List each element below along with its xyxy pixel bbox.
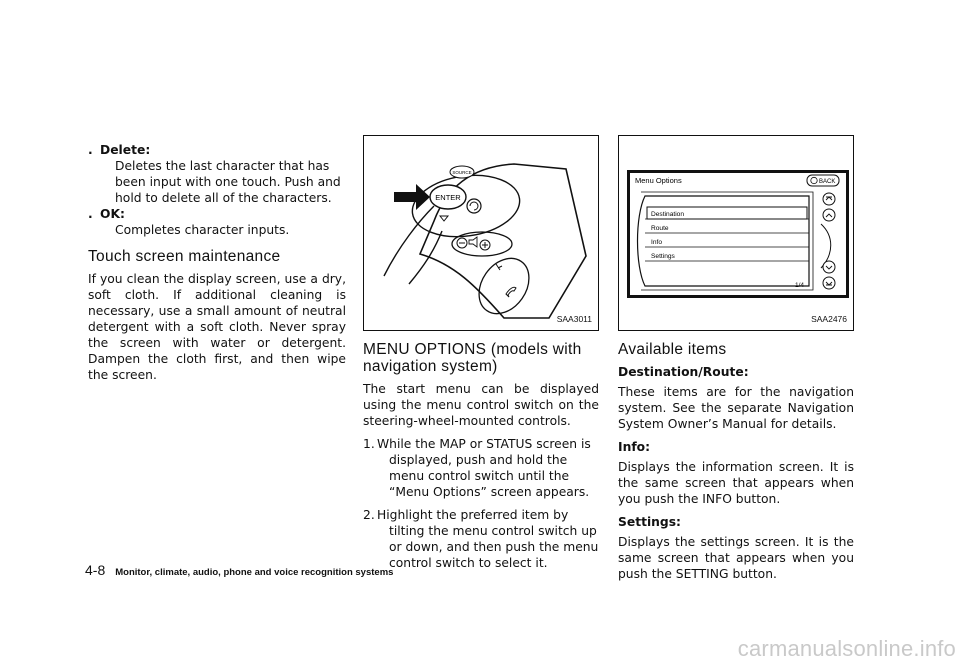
scroll-up-icon <box>823 209 835 221</box>
scroll-down-icon <box>823 261 835 273</box>
page-number: 4-8 <box>85 562 106 578</box>
step-text: Highlight the preferred item by tilting the menu control switch up or down, and then push the menu control switch to select it. <box>377 508 599 570</box>
bullet-description: Deletes the last character that has been input with one touch. Push and hold to delete all of the characters. <box>115 159 341 205</box>
menu-item-info: Info <box>651 239 662 246</box>
item-text-destination: These items are for the navigation system. See the separate Navigation System Owner’s Manual for details. <box>618 385 854 431</box>
watermark: carmanualsonline.info <box>737 636 956 661</box>
pointer-arrow <box>394 184 430 210</box>
bullet-description: Completes character inputs. <box>115 223 290 237</box>
menu-item-settings: Settings <box>651 253 675 260</box>
section-heading: MENU OPTIONS (models with navigation system) <box>363 341 582 375</box>
figure-code: SAA2476 <box>811 314 847 324</box>
bullet-dot: . <box>88 207 93 221</box>
steering-wheel-illustration <box>364 136 598 330</box>
back-button-label: BACK <box>819 179 836 185</box>
source-label: SOURCE <box>452 170 472 175</box>
step-number: 2. <box>363 508 375 522</box>
step-item <box>363 436 599 500</box>
left-column <box>88 142 346 390</box>
step-number: 1. <box>363 437 375 451</box>
menu-item-destination: Destination <box>651 211 684 218</box>
menu-item-route: Route <box>651 225 669 232</box>
menu-title: Menu Options <box>635 176 682 185</box>
menu-options-screen <box>619 136 853 330</box>
intro-paragraph: The start menu can be displayed using the menu control switch on the steering-wheel-mounted controls. <box>363 382 599 428</box>
bullet-label: Delete: <box>100 143 151 157</box>
item-title-destination: Destination/Route: <box>618 365 749 379</box>
menu-options-figure <box>618 135 854 331</box>
steering-switch-figure <box>363 135 599 331</box>
bullet-ok <box>88 206 346 222</box>
page-indicator: 1/4 <box>795 282 805 289</box>
right-column <box>618 135 854 589</box>
scroll-bottom-icon <box>823 277 835 289</box>
item-title-settings: Settings: <box>618 515 681 529</box>
item-title-info: Info: <box>618 440 651 454</box>
enter-label: ENTER <box>435 193 461 202</box>
figure-code: SAA3011 <box>556 314 592 324</box>
bullet-delete <box>88 142 346 158</box>
scroll-top-icon <box>823 193 835 205</box>
middle-column <box>363 135 599 578</box>
step-text: While the MAP or STATUS screen is displayed, push and hold the menu control switch until the “Menu Options” screen appears. <box>377 437 591 499</box>
bullet-label: OK: <box>100 207 125 221</box>
body-paragraph: If you clean the display screen, use a dry, soft cloth. If additional cleaning is necessary, use a small amount of neutral detergent with a soft cloth. Never spray the screen with water or detergent. Dampen the cloth first, and then wipe the screen. <box>88 272 346 382</box>
section-heading: Available items <box>618 341 727 358</box>
item-text-info: Displays the information screen. It is the same screen that appears when you push the INFO button. <box>618 460 854 506</box>
page-footer <box>85 562 393 578</box>
bullet-dot: . <box>88 143 93 157</box>
item-text-settings: Displays the settings screen. It is the same screen that appears when you push the SETTING button. <box>618 535 854 581</box>
step-item <box>363 507 599 571</box>
footer-title: Monitor, climate, audio, phone and voice recognition systems <box>115 567 394 578</box>
section-heading: Touch screen maintenance <box>88 248 281 265</box>
